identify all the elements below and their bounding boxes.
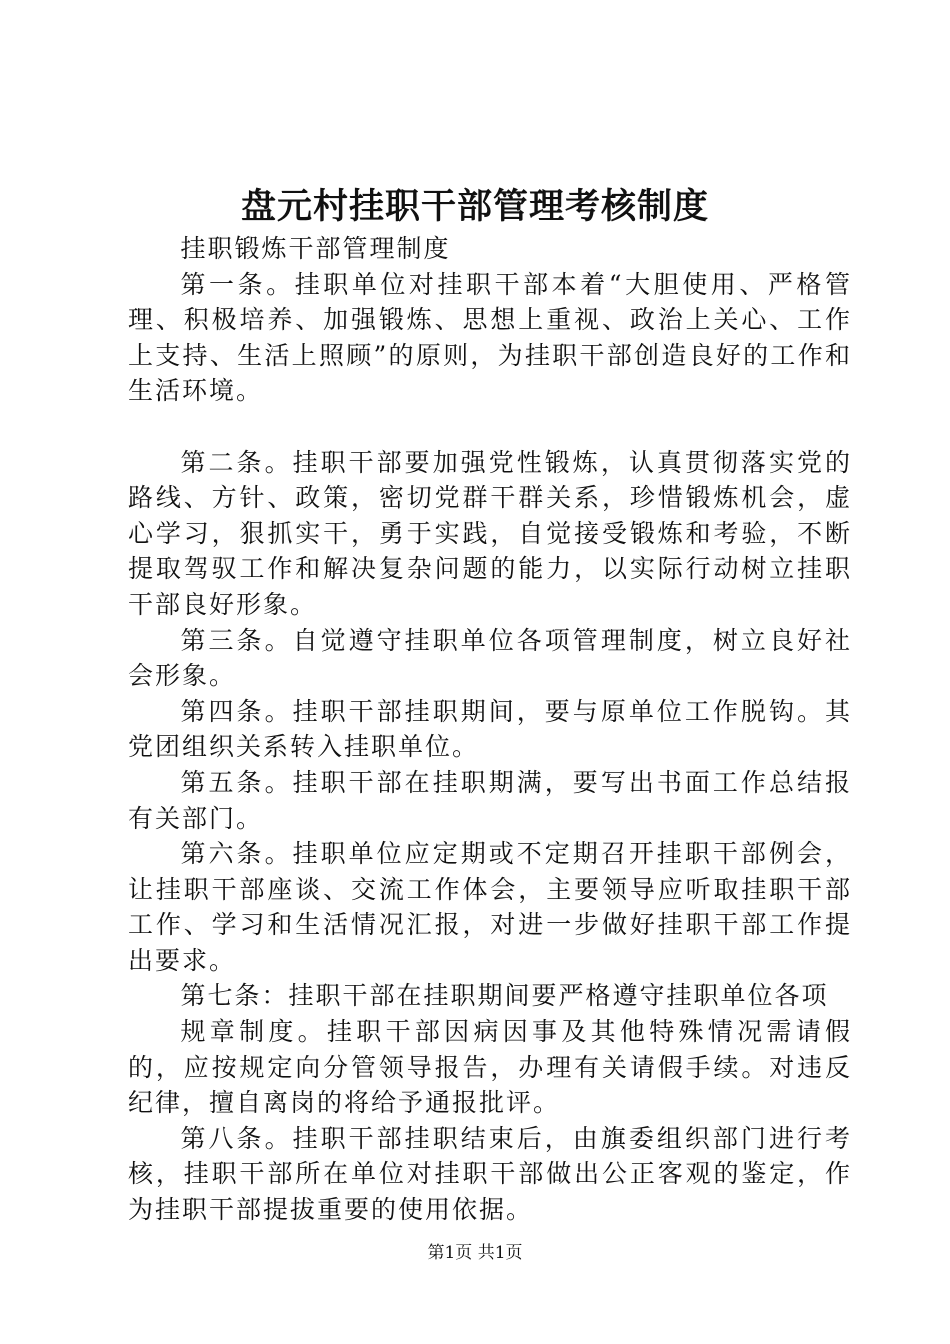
paragraph-article-3: 第三条。自觉遵守挂职单位各项管理制度，树立良好社会形象。 bbox=[128, 625, 852, 691]
paragraph-article-7-continued: 规章制度。挂职干部因病因事及其他特殊情况需请假的，应按规定向分管领导报告，办理有关请假手续。对违反纪律，擅自离岗的将给予通报批评。 bbox=[128, 1017, 852, 1118]
paragraph-article-2: 第二条。挂职干部要加强党性锻炼，认真贯彻落实党的路线、方针、政策，密切党群干群关系，珍惜锻炼机会，虚心学习，狠抓实干，勇于实践，自觉接受锻炼和考验，不断提取驾驭工作和解决复杂问题的能力，以实际行动树立挂职干部良好形象。 bbox=[128, 447, 852, 619]
document-title: 盘元村挂职干部管理考核制度 bbox=[240, 186, 709, 227]
paragraph-article-4: 第四条。挂职干部挂职期间，要与原单位工作脱钩。其党团组织关系转入挂职单位。 bbox=[128, 696, 852, 762]
paragraph-article-6: 第六条。挂职单位应定期或不定期召开挂职干部例会，让挂职干部座谈、交流工作体会，主要领导应听取挂职干部工作、学习和生活情况汇报，对进一步做好挂职干部工作提出要求。 bbox=[128, 839, 852, 975]
paragraph-article-5: 第五条。挂职干部在挂职期满，要写出书面工作总结报有关部门。 bbox=[128, 767, 852, 833]
paragraph-article-8: 第八条。挂职干部挂职结束后，由旗委组织部门进行考核，挂职干部所在单位对挂职干部做出公正客观的鉴定，作为挂职干部提拔重要的使用依据。 bbox=[128, 1123, 852, 1225]
paragraph-subtitle: 挂职锻炼干部管理制度 bbox=[180, 234, 451, 263]
paragraph-article-7: 第七条：挂职干部在挂职期间要严格遵守挂职单位各项 bbox=[180, 981, 829, 1011]
page-number-footer: 第1页 共1页 bbox=[427, 1243, 523, 1263]
paragraph-article-1: 第一条。挂职单位对挂职干部本着“大胆使用、严格管理、积极培养、加强锻炼、思想上重视、政治上关心、工作上支持、生活上照顾”的原则，为挂职干部创造良好的工作和生活环境。 bbox=[128, 269, 852, 406]
document-body bbox=[128, 231, 852, 1228]
